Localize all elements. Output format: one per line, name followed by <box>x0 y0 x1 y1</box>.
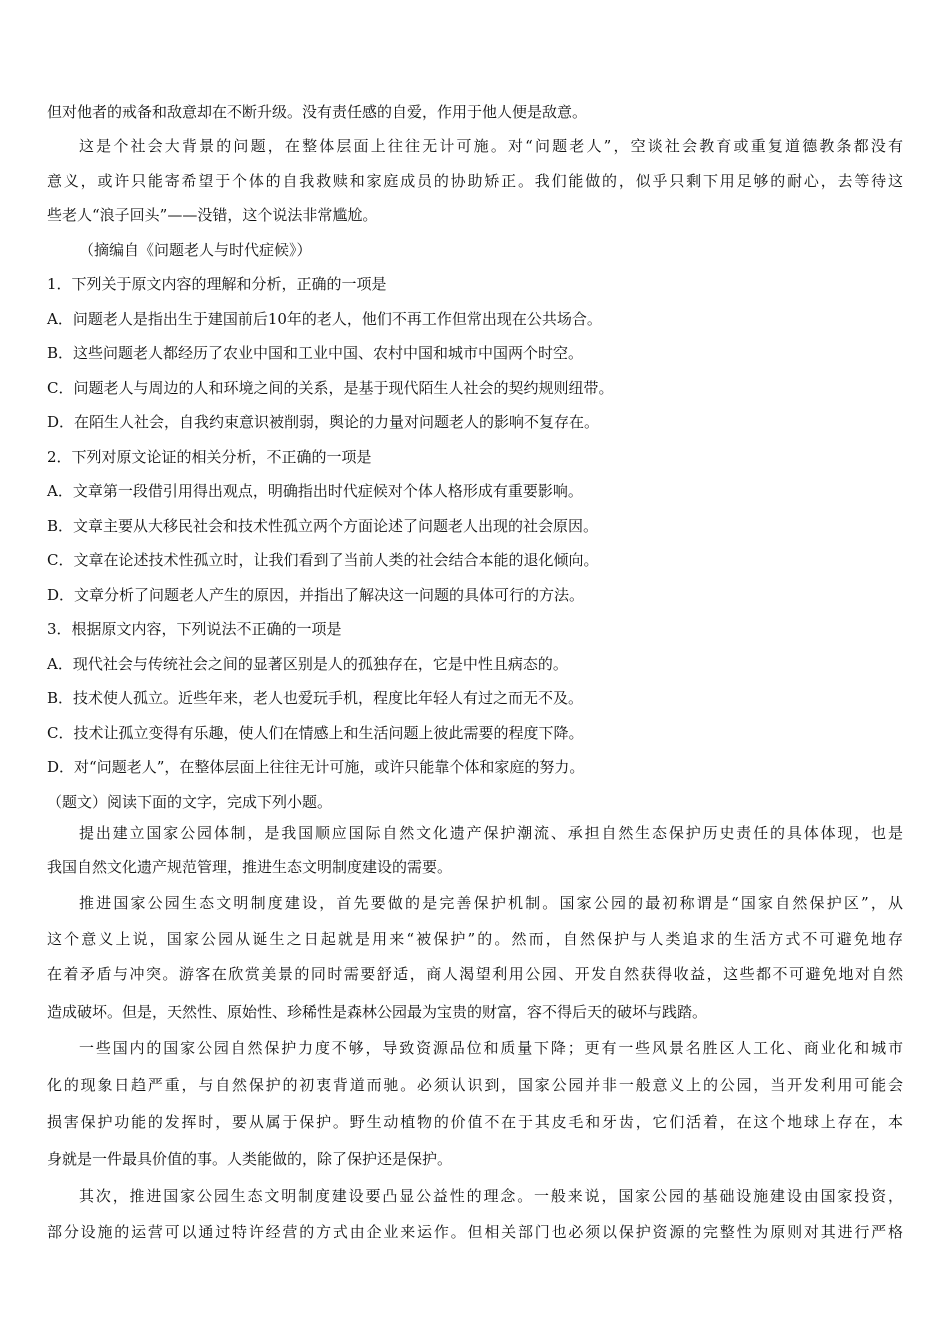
paragraph-line: 其次，推进国家公园生态文明制度建设要凸显公益性的理念。一般来说，国家公园的基础设施建设由国家投资， <box>79 1187 903 1205</box>
paragraph-line: 但对他者的戒备和敌意却在不断升级。没有责任感的自爱，作用于他人便是敌意。 <box>47 103 588 121</box>
answer-option: C．问题老人与周边的人和环境之间的关系，是基于现代陌生人社会的契约规则纽带。 <box>47 379 614 397</box>
paragraph-line: 些老人“浪子回头”——没错，这个说法非常尴尬。 <box>47 206 378 224</box>
answer-option: A．问题老人是指出生于建国前后10年的老人，他们不再工作但常出现在公共场合。 <box>47 310 602 328</box>
answer-option: C．技术让孤立变得有乐趣，使人们在情感上和生活问题上彼此需要的程度下降。 <box>47 724 584 742</box>
question-stem: 3．根据原文内容，下列说法不正确的一项是 <box>47 620 342 638</box>
paragraph-line: 一些国内的国家公园自然保护力度不够，导致资源品位和质量下降；更有一些风景名胜区人工化、商业化和城市 <box>79 1039 903 1057</box>
paragraph-line: 造成破坏。但是，天然性、原始性、珍稀性是森林公园最为宝贵的财富，容不得后天的破坏与践踏。 <box>47 1003 708 1021</box>
answer-option: A．文章第一段借引用得出观点，明确指出时代症候对个体人格形成有重要影响。 <box>47 482 583 500</box>
paragraph-line: 损害保护功能的发挥时，要从属于保护。野生动植物的价值不在于其皮毛和牙齿，它们活着，在这个地球上存在，本 <box>47 1113 903 1131</box>
paragraph-line: 这个意义上说，国家公园从诞生之日起就是用来“被保护”的。然而，自然保护与人类追求的生活方式不可避免地存 <box>47 930 903 948</box>
answer-option: C．文章在论述技术性孤立时，让我们看到了当前人类的社会结合本能的退化倾向。 <box>47 551 599 569</box>
answer-option: A．现代社会与传统社会之间的显著区别是人的孤独存在，它是中性且病态的。 <box>47 655 568 673</box>
answer-option: B．文章主要从大移民社会和技术性孤立两个方面论述了问题老人出现的社会原因。 <box>47 517 599 535</box>
answer-option: B．技术使人孤立。近些年来，老人也爱玩手机，程度比年轻人有过之而无不及。 <box>47 689 584 707</box>
paragraph-line: 我国自然文化遗产规范管理，推进生态文明制度建设的需要。 <box>47 858 453 876</box>
paragraph-line: 身就是一件最具价值的事。人类能做的，除了保护还是保护。 <box>47 1150 453 1168</box>
source-citation: （摘编自《问题老人与时代症候》） <box>79 241 312 259</box>
paragraph-line: 意义，或许只能寄希望于个体的自我救赎和家庭成员的协助矫正。我们能做的，似乎只剩下用足够的耐心，去等待这 <box>47 172 903 190</box>
paragraph-line: 这是个社会大背景的问题，在整体层面上往往无计可施。对“问题老人”，空谈社会教育或重复道德教条都没有 <box>79 137 903 155</box>
paragraph-line: 在着矛盾与冲突。游客在欣赏美景的同时需要舒适，商人渴望利用公园、开发自然获得收益，这些都不可避免地对自然 <box>47 965 903 983</box>
answer-option: D．对“问题老人”，在整体层面上往往无计可施，或许只能靠个体和家庭的努力。 <box>47 758 585 776</box>
answer-option: D．在陌生人社会，自我约束意识被削弱，舆论的力量对问题老人的影响不复存在。 <box>47 413 600 431</box>
question-stem: 2．下列对原文论证的相关分析，不正确的一项是 <box>47 448 372 466</box>
paragraph-line: 推进国家公园生态文明制度建设，首先要做的是完善保护机制。国家公园的最初称谓是“国家自然保护区”，从 <box>79 894 903 912</box>
answer-option: B．这些问题老人都经历了农业中国和工业中国、农村中国和城市中国两个时空。 <box>47 344 584 362</box>
section-heading: （题文）阅读下面的文字，完成下列小题。 <box>47 793 333 811</box>
paragraph-line: 化的现象日趋严重，与自然保护的初衷背道而驰。必须认识到，国家公园并非一般意义上的公园，当开发利用可能会 <box>47 1076 903 1094</box>
question-stem: 1．下列关于原文内容的理解和分析，正确的一项是 <box>47 275 387 293</box>
answer-option: D．文章分析了问题老人产生的原因，并指出了解决这一问题的具体可行的方法。 <box>47 586 585 604</box>
paragraph-line: 提出建立国家公园体制，是我国顺应国际自然文化遗产保护潮流、承担自然生态保护历史责任的具体体现，也是 <box>79 824 903 842</box>
paragraph-line: 部分设施的运营可以通过特许经营的方式由企业来运作。但相关部门也必须以保护资源的完整性为原则对其进行严格 <box>47 1223 903 1241</box>
